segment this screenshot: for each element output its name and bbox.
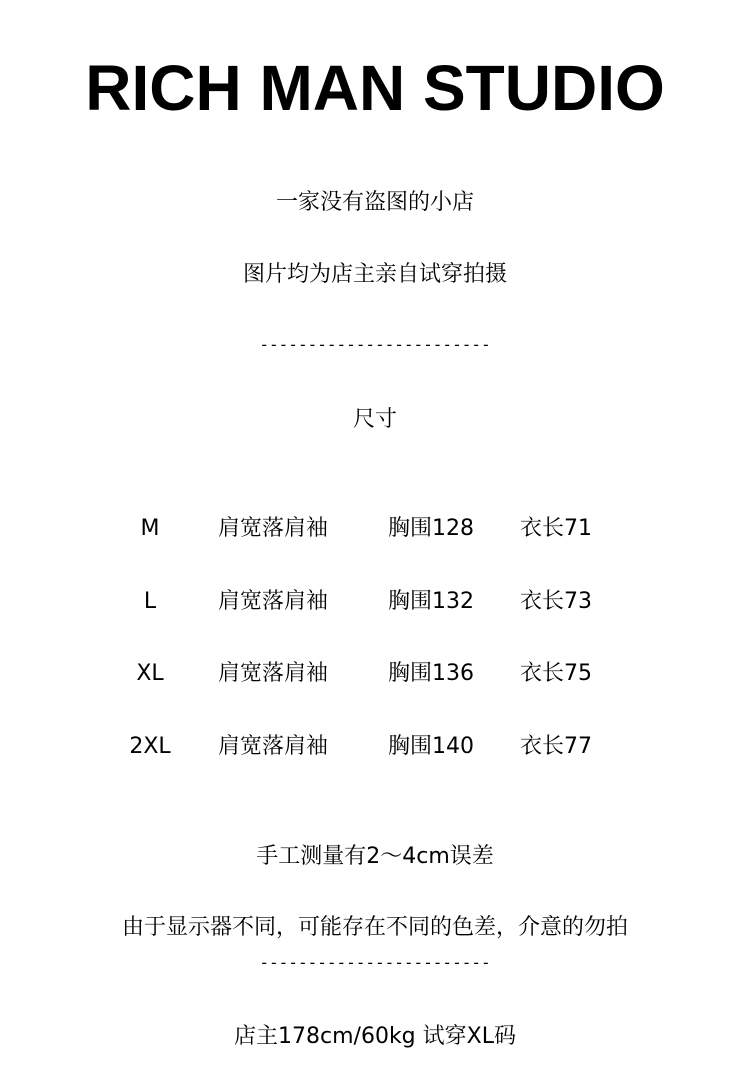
shoulder-value: 肩宽落肩袖 [218,589,329,614]
color-note: 由于显示器不同，可能存在不同的色差，介意的勿拍 [121,915,628,940]
measure-note: 手工测量有2～4cm误差 [256,844,494,869]
size-label: L [143,589,157,614]
shoulder-value: 肩宽落肩袖 [218,734,329,759]
divider-top: ------------------------ [259,335,491,354]
chest-value: 胸围136 [388,661,474,686]
shoulder-value: 肩宽落肩袖 [218,661,329,686]
size-row-m [0,514,750,544]
size-row-2xl [0,732,750,762]
divider-bottom: ------------------------ [259,953,491,972]
chest-value: 胸围132 [388,589,474,614]
length-value: 衣长77 [520,734,592,759]
size-label: M [140,516,160,541]
intro-line-1: 一家没有盗图的小店 [275,190,474,215]
length-value: 衣长75 [520,661,592,686]
length-value: 衣长71 [520,516,592,541]
size-label: 2XL [129,734,171,759]
model-info: 店主178cm/60kg 试穿XL码 [234,1024,516,1049]
length-value: 衣长73 [520,589,592,614]
chest-value: 胸围140 [388,734,474,759]
size-title: 尺寸 [352,407,397,432]
brand-title: RICH MAN STUDIO [85,52,665,124]
intro-line-2: 图片均为店主亲自试穿拍摄 [242,262,507,287]
size-row-xl [0,659,750,689]
size-label: XL [136,661,164,686]
chest-value: 胸围128 [388,516,474,541]
shoulder-value: 肩宽落肩袖 [218,516,329,541]
size-row-l [0,587,750,617]
